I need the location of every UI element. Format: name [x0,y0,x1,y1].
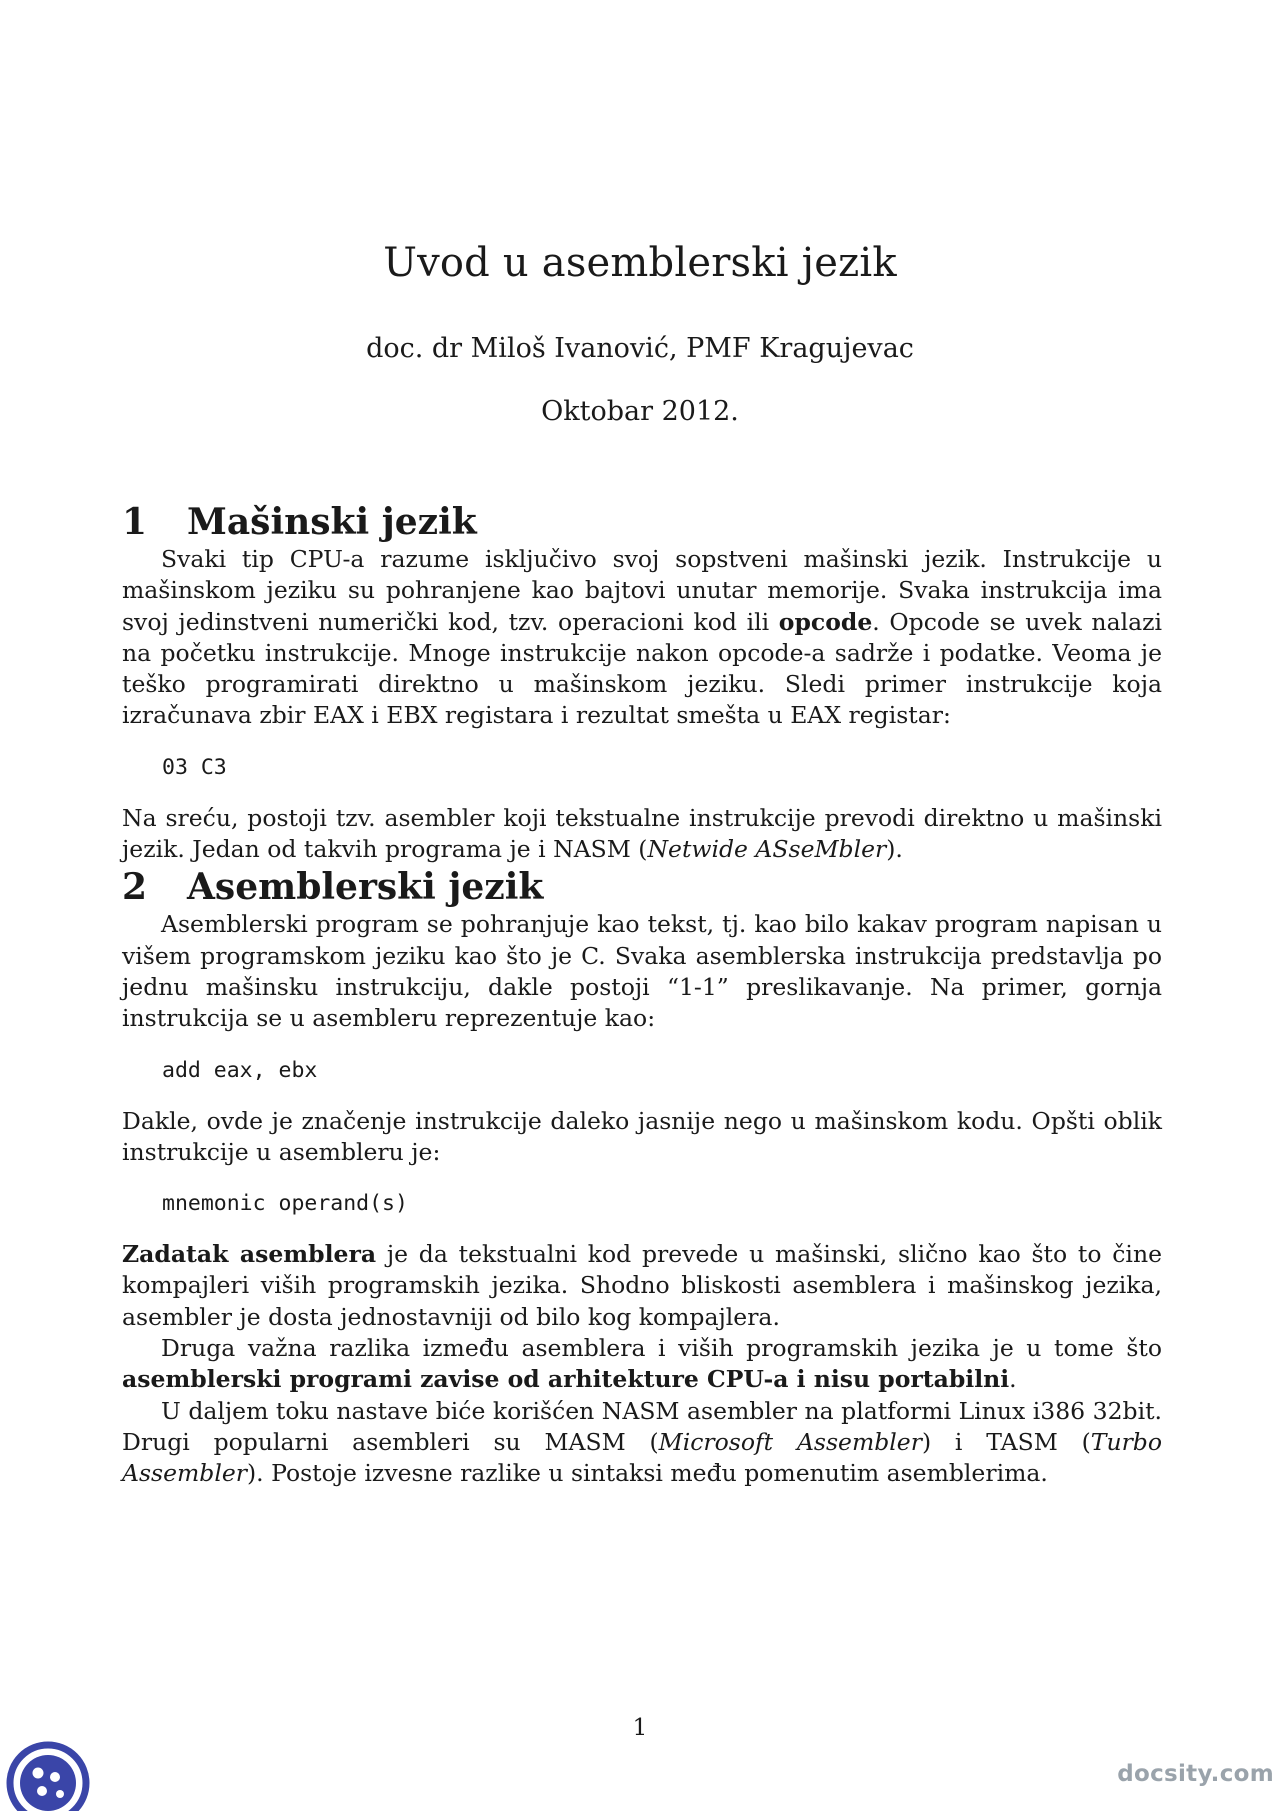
paragraph-text: . Opcode se uvek nalazi na početku instrukcije. Mnoge instrukcije nakon opcode-a sadrže i podatke. Veoma je teško programirati direktno u mašinskom jeziku. Sledi primer instrukcije koja izračunava zbir EAX i EBX registara i rezultat smešta u EAX registar: [122,607,1163,730]
section-title: Mašinski jezik [187,501,477,543]
paragraph [122,1396,1162,1490]
paragraph: Dakle, ovde je značenje instrukcije daleko jasnije nego u mašinskom kodu. Opšti oblik instrukcije u asembleru je: [122,1106,1162,1166]
docsity-logo-icon[interactable] [0,1737,96,1811]
paragraph-text: . [1009,1365,1017,1394]
document-author: doc. dr Miloš Ivanović, PMF Kragujevac [366,333,914,364]
page-number: 1 [632,1715,648,1741]
section-number: 2 [122,866,148,909]
paragraph [122,803,1162,866]
italic-term: Netwide ASseMbler [647,835,887,864]
code-example: 03 C3 [162,754,227,780]
paragraph-text: Svaki tip CPU-a razume isključivo svoj sopstveni mašinski jezik. Instrukcije u mašinskom jeziku su pohranjene kao bajtovi unutar memorije. Svaka instrukcija ima svoj jedinstveni numerički kod, tzv. operacioni kod ili [122,545,1162,636]
document-title: Uvod u asemblerski jezik [383,240,897,286]
paragraph-text: Na sreću, postoji tzv. asembler koji tekstualne instrukcije prevodi direktno u mašinski jezik. Jedan od takvih programa je i NASM ( [122,803,1162,864]
section-title: Asemblerski jezik [187,866,544,909]
paragraph-text: ). Postoje izvesne razlike u sintaksi među pomenutim asemblerima. [246,1459,1048,1488]
bold-term: opcode [778,607,873,636]
paragraph-text: ) i TASM ( [921,1427,1091,1456]
paragraph-text: U daljem toku nastave biće korišćen NASM asembler na platformi Linux i386 32bit. Drugi popularni asembleri su MASM ( [122,1396,1162,1456]
bold-term: asemblerski programi zavise od arhitekture CPU-a i nisu portabilni [122,1365,1010,1394]
code-example: mnemonic operand(s) [162,1191,408,1217]
paragraph-text: je da tekstualni kod prevede u mašinski, slično kao što to čine kompajleri viših programskih jezika. Shodno bliskosti asemblera i mašinskog jezika, asembler je dosta jednostavniji od bilo kog kompajlera. [122,1240,1162,1331]
document-body [122,500,1162,1490]
paragraph-text: Druga važna razlika između asemblera i viših programskih jezika je u tome što [161,1334,1162,1363]
code-example: add eax, ebx [162,1057,318,1083]
italic-term: Microsoft Assembler [658,1427,922,1456]
section-2-heading [122,865,1162,909]
section-number: 1 [122,501,148,543]
paragraph: Asemblerski program se pohranjuje kao tekst, tj. kao bilo kakav program napisan u višem programskom jeziku kao što je C. Svaka asemblerska instrukcija predstavlja po jednu mašinsku instrukciju, dakle postoji “1-1” preslikavanje. Na primer, gornja instrukcija se u asembleru reprezentuje kao: [122,910,1162,1033]
document-date: Oktobar 2012. [541,396,739,427]
paragraph-text: ). [886,835,903,864]
section-1-heading [122,500,1162,544]
paragraph [122,1239,1162,1333]
paragraph [122,544,1162,732]
paragraph [122,1333,1162,1396]
docsity-watermark[interactable]: docsity.com [1117,1761,1274,1787]
bold-term: Zadatak asemblera [122,1240,377,1269]
italic-term: Turbo Assembler [122,1427,1162,1488]
